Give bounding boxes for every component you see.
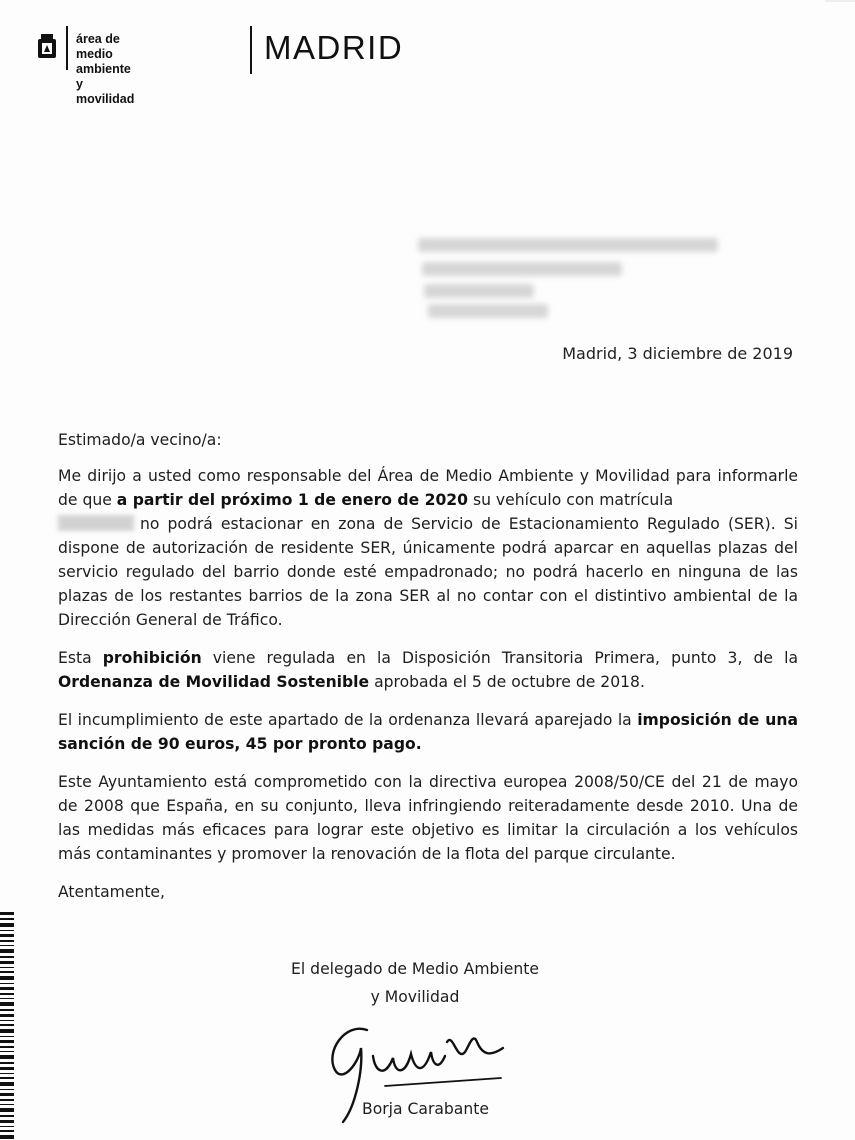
para1-text-3: no podrá estacionar en zona de Servicio de Estacionamiento Regulado (SER). Si dispone de autorización de residente SER, únicamente podrá aparcar en aquellas plazas del servicio regulado del barrio donde esté empadronado; no podrá hacerlo en ninguna de las plazas de los restantes barrios de la zona SER al no contar con el distintivo ambiental de la Dirección General de Tráfico. bbox=[58, 515, 798, 629]
department-line-2: y movilidad bbox=[76, 77, 135, 106]
paragraph-4: Este Ayuntamiento está comprometido con la directiva europea 2008/50/CE del 21 de mayo de 2008 que España, en su conjunto, lleva infringiendo reiteradamente desde 2010. Una de las medidas más eficaces para lograr este objetivo es limitar la circulación a los vehículos más contaminantes y promover la renovación de la flota del parque circulante. bbox=[58, 773, 798, 863]
signatory-title-line-2: y Movilidad bbox=[370, 988, 460, 1006]
closing: Atentamente, bbox=[58, 883, 165, 901]
para2-bold-2: Ordenanza de Movilidad Sostenible bbox=[58, 673, 370, 691]
signatory-title bbox=[250, 955, 580, 1011]
paragraph-3 bbox=[58, 708, 798, 756]
para2-text-1: Esta bbox=[58, 649, 103, 667]
para1-text-2: su vehículo con matrícula bbox=[468, 491, 674, 509]
department-name bbox=[76, 32, 134, 107]
paragraph-1 bbox=[58, 464, 798, 632]
signer-name: Borja Carabante bbox=[362, 1100, 489, 1118]
signatory-title-line-1: El delegado de Medio Ambiente bbox=[291, 960, 539, 978]
redacted-address bbox=[418, 232, 728, 326]
para2-text-3: aprobada el 5 de octubre de 2018. bbox=[369, 673, 645, 691]
para2-text-2: viene regulada en la Disposición Transitoria Primera, punto 3, de la bbox=[201, 649, 798, 667]
page-edge-mark bbox=[825, 0, 855, 8]
para3-bold-1: imposición de una sanción de 90 euros, 45 por pronto pago. bbox=[58, 711, 798, 753]
barcode bbox=[0, 912, 14, 1140]
para3-text-1: El incumplimiento de este apartado de la ordenanza llevará aparejado la bbox=[58, 711, 638, 729]
coat-of-arms-icon bbox=[36, 32, 58, 60]
city-name: MADRID bbox=[264, 29, 404, 66]
para1-bold-date: a partir del próximo 1 de enero de 2020 bbox=[116, 491, 468, 509]
department-line-1: área de medio ambiente bbox=[76, 32, 131, 76]
greeting: Estimado/a vecino/a: bbox=[58, 431, 222, 449]
redacted-plate bbox=[58, 515, 134, 531]
para1-text-1: Me dirijo a usted como responsable del Área de Medio Ambiente y Movilidad para informarle de que bbox=[58, 467, 798, 509]
para2-bold-1: prohibición bbox=[102, 649, 202, 667]
paragraph-2 bbox=[58, 646, 798, 694]
logo-divider-2 bbox=[250, 26, 252, 74]
logo-divider bbox=[66, 26, 68, 70]
letter-body bbox=[58, 428, 798, 920]
letter-date: Madrid, 3 diciembre de 2019 bbox=[562, 344, 793, 363]
